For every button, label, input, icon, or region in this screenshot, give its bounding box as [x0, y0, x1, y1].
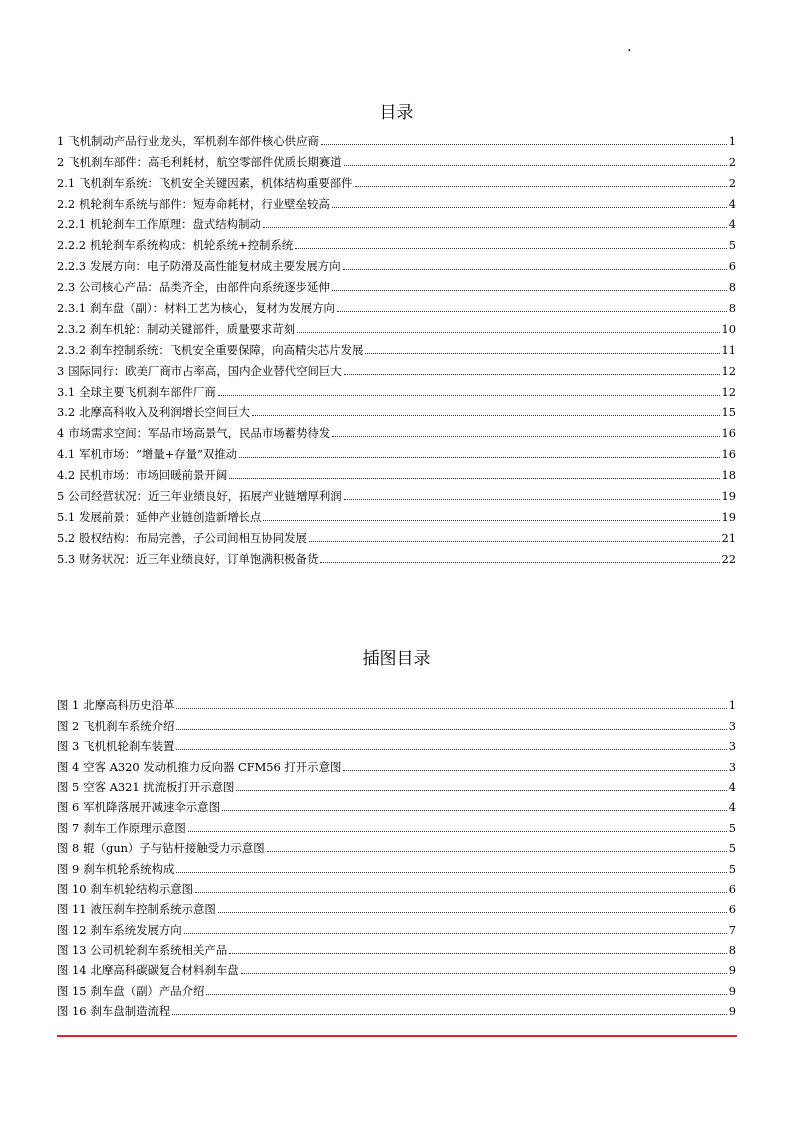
figure-entry-title: 飞机机轮刹车装置 — [83, 739, 175, 754]
figure-entry[interactable] — [57, 753, 736, 773]
toc-entry-title: 军机市场：“增量+存量”双推动 — [79, 447, 238, 462]
figure-entry-title: 空客 A320 发动机推力反向器 CFM56 打开示意图 — [83, 759, 342, 774]
figure-entry-number: 图 7 — [57, 820, 80, 835]
toc-entry[interactable] — [57, 148, 736, 169]
toc-leader-dots — [239, 457, 719, 458]
toc-entry-page: 8 — [728, 280, 736, 295]
toc-entry[interactable] — [57, 211, 736, 232]
figure-entry-page: 8 — [728, 943, 736, 958]
figure-list-title: 插图目录 — [362, 649, 431, 669]
toc-entry[interactable] — [57, 231, 736, 252]
figure-entry-page: 9 — [728, 1004, 736, 1019]
toc-entry[interactable] — [57, 399, 736, 420]
figure-entry-number: 图 5 — [57, 779, 80, 794]
figure-entry[interactable] — [57, 712, 736, 732]
toc-leader-dots — [263, 520, 719, 521]
figure-entry-title: 北摩高科历史沿革 — [83, 698, 175, 713]
toc-entry-number: 2 — [57, 154, 65, 169]
figure-entry-number: 图 8 — [57, 841, 80, 856]
toc-entry-title: 刹车控制系统：飞机安全重要保障，向高精尖芯片发展 — [89, 342, 364, 357]
toc-leader-dots — [176, 749, 726, 750]
toc-entry-number: 2.3.2 — [57, 321, 86, 336]
toc-entry-title: 刹车机轮：制动关键部件，质量要求苛刻 — [89, 321, 296, 336]
toc-leader-dots — [176, 708, 726, 709]
figure-entry-number: 图 3 — [57, 739, 80, 754]
toc-entry-page: 4 — [728, 217, 736, 232]
toc-entry-page: 19 — [721, 489, 736, 504]
figure-entry[interactable] — [57, 957, 736, 977]
toc-leader-dots — [344, 499, 720, 500]
figure-entry-number: 图 16 — [57, 1004, 87, 1019]
toc-entry-page: 16 — [721, 447, 736, 462]
toc-entry[interactable] — [57, 419, 736, 440]
toc-entry-page: 22 — [721, 551, 736, 566]
toc-title: 目录 — [379, 103, 414, 123]
toc-leader-dots — [236, 790, 726, 791]
toc-entry-title: 机轮刹车系统构成：机轮系统+控制系统 — [89, 238, 294, 253]
figure-entry[interactable] — [57, 876, 736, 896]
toc-leader-dots — [241, 973, 727, 974]
toc-entry[interactable] — [57, 252, 736, 273]
toc-entry-title: 北摩高科收入及利润增长空间巨大 — [79, 405, 250, 420]
toc-leader-dots — [332, 290, 727, 291]
figure-entry-title: 刹车盘制造流程 — [90, 1004, 171, 1019]
toc-leader-dots — [321, 144, 727, 145]
figure-entry[interactable] — [57, 896, 736, 916]
figure-entry-number: 图 2 — [57, 718, 80, 733]
toc-entry-title: 飞机刹车系统：飞机安全关键因素，机体结构重要部件 — [79, 175, 353, 190]
figure-entry-title: 刹车机轮系统构成 — [83, 861, 175, 876]
figure-entry-number: 图 6 — [57, 800, 80, 815]
toc-entry-number: 3 — [57, 363, 65, 378]
toc-leader-dots — [332, 207, 727, 208]
figure-entry-number: 图 1 — [57, 698, 80, 713]
toc-leader-dots — [332, 436, 719, 437]
toc-entry-page: 2 — [728, 175, 736, 190]
figure-entry-title: 液压刹车控制系统示意图 — [90, 902, 216, 917]
toc-leader-dots — [320, 562, 719, 563]
toc-entry-title: 刹车盘（副）：材料工艺为核心，复材为发展方向 — [89, 301, 335, 316]
figure-entry-number: 图 14 — [57, 963, 87, 978]
toc-entry-number: 2.2.3 — [57, 259, 86, 274]
figure-entry-page: 5 — [728, 841, 736, 856]
figure-entry-page: 9 — [728, 963, 736, 978]
toc-entry-title: 发展前景：延伸产业链创造新增长点 — [79, 509, 262, 524]
figure-entry-title: 刹车机轮结构示意图 — [90, 881, 194, 896]
toc-list — [57, 127, 736, 566]
toc-leader-dots — [297, 332, 719, 333]
figure-entry-title: 刹车系统发展方向 — [90, 922, 182, 937]
toc-entry-title: 股权结构：布局完善，子公司间相互协同发展 — [79, 530, 307, 545]
toc-entry-number: 2.3.1 — [57, 301, 86, 316]
figure-entry-page: 4 — [728, 779, 736, 794]
toc-entry-title: 国际同行：欧美厂商市占率高，国内企业替代空间巨大 — [68, 363, 342, 378]
toc-leader-dots — [222, 810, 727, 811]
figure-entry-title: 公司机轮刹车系统相关产品 — [90, 943, 228, 958]
toc-entry-page: 2 — [728, 154, 736, 169]
header-dot-mark: · — [627, 43, 632, 59]
toc-leader-dots — [218, 912, 727, 913]
toc-entry-number: 3.2 — [57, 405, 76, 420]
figure-entry-page: 4 — [728, 800, 736, 815]
toc-entry[interactable] — [57, 190, 736, 211]
figure-entry[interactable] — [57, 733, 736, 753]
toc-entry-number: 2.2.2 — [57, 238, 86, 253]
toc-entry-number: 2.1 — [57, 175, 76, 190]
figure-entry-title: 军机降落展开减速伞示意图 — [83, 800, 220, 815]
figure-entry-number: 图 11 — [57, 902, 87, 917]
figure-entry-page: 5 — [728, 861, 736, 876]
toc-entry-number: 1 — [57, 133, 65, 148]
toc-entry[interactable] — [57, 169, 736, 190]
toc-entry[interactable] — [57, 357, 736, 378]
toc-entry-number: 2.3.2 — [57, 342, 86, 357]
toc-entry[interactable] — [57, 482, 736, 503]
toc-entry[interactable] — [57, 315, 736, 336]
toc-leader-dots — [229, 478, 719, 479]
toc-entry-title: 公司核心产品：品类齐全，由部件向系统逐步延伸 — [79, 280, 330, 295]
toc-entry-page: 15 — [721, 405, 736, 420]
figure-entry-page: 5 — [728, 820, 736, 835]
toc-entry[interactable] — [57, 545, 736, 566]
toc-entry[interactable] — [57, 440, 736, 461]
toc-entry-title: 公司经营状况：近三年业绩良好，拓展产业链增厚利润 — [68, 489, 342, 504]
toc-leader-dots — [176, 872, 726, 873]
figure-entry-page: 3 — [728, 739, 736, 754]
toc-leader-dots — [229, 953, 727, 954]
figure-entry[interactable] — [57, 916, 736, 936]
figure-entry-number: 图 13 — [57, 943, 87, 958]
toc-entry-number: 4.2 — [57, 468, 76, 483]
toc-leader-dots — [263, 227, 727, 228]
toc-entry-title: 市场需求空间：军品市场高景气，民品市场蓄势待发 — [68, 426, 331, 441]
toc-entry-number: 4.1 — [57, 447, 76, 462]
toc-entry-number: 5.3 — [57, 551, 76, 566]
toc-entry-title: 全球主要飞机刹车部件厂商 — [79, 384, 216, 399]
toc-entry-title: 财务状况：近三年业绩良好，订单饱满积极备货 — [79, 551, 319, 566]
toc-entry-page: 11 — [721, 342, 736, 357]
figure-entry-number: 图 12 — [57, 922, 87, 937]
toc-leader-dots — [172, 1014, 726, 1015]
figure-entry-page: 6 — [728, 902, 736, 917]
figure-entry-page: 3 — [728, 718, 736, 733]
toc-entry[interactable] — [57, 378, 736, 399]
toc-entry-number: 5.1 — [57, 509, 76, 524]
figure-entry[interactable] — [57, 814, 736, 834]
figure-entry[interactable] — [57, 835, 736, 855]
toc-entry-title: 飞机刹车部件：高毛利耗材，航空零部件优质长期赛道 — [68, 154, 342, 169]
toc-leader-dots — [184, 933, 727, 934]
toc-leader-dots — [295, 248, 727, 249]
toc-entry-number: 3.1 — [57, 384, 76, 399]
figure-entry-title: 飞机刹车系统介绍 — [83, 718, 175, 733]
figure-entry-page: 6 — [728, 881, 736, 896]
toc-leader-dots — [343, 269, 727, 270]
figure-entry-page: 3 — [728, 759, 736, 774]
figure-entry-title: 空客 A321 扰流板打开示意图 — [83, 779, 235, 794]
toc-leader-dots — [267, 851, 727, 852]
figure-entry-number: 图 4 — [57, 759, 80, 774]
toc-leader-dots — [343, 770, 726, 771]
toc-entry[interactable] — [57, 273, 736, 294]
figure-entry[interactable] — [57, 794, 736, 814]
toc-entry-title: 机轮刹车工作原理：盘式结构制动 — [89, 217, 261, 232]
toc-entry-number: 5.2 — [57, 530, 76, 545]
figure-entry-page: 9 — [728, 983, 736, 998]
figure-entry-title: 辊（gun）子与钻杆接触受力示意图 — [83, 841, 265, 856]
toc-entry[interactable] — [57, 336, 736, 357]
toc-leader-dots — [176, 729, 726, 730]
figure-entry[interactable] — [57, 855, 736, 875]
toc-entry-title: 民机市场：市场回暖前景开阔 — [79, 468, 228, 483]
toc-leader-dots — [344, 374, 720, 375]
toc-entry-page: 10 — [721, 321, 736, 336]
toc-entry-number: 2.2 — [57, 196, 76, 211]
toc-entry-title: 发展方向：电子防滑及高性能复材成主要发展方向 — [89, 259, 341, 274]
toc-entry-page: 18 — [721, 468, 736, 483]
toc-leader-dots — [337, 311, 727, 312]
figure-entry-number: 图 10 — [57, 881, 87, 896]
toc-entry-page: 12 — [721, 384, 736, 399]
toc-entry-title: 飞机制动产品行业龙头，军机刹车部件核心供应商 — [68, 133, 319, 148]
toc-leader-dots — [309, 541, 720, 542]
figure-entry[interactable] — [57, 998, 736, 1018]
toc-entry-number: 2.3 — [57, 280, 76, 295]
figure-entry[interactable] — [57, 977, 736, 997]
toc-entry[interactable] — [57, 461, 736, 482]
toc-entry[interactable] — [57, 503, 736, 524]
toc-entry-page: 16 — [721, 426, 736, 441]
figure-entry-page: 7 — [728, 922, 736, 937]
toc-leader-dots — [218, 395, 720, 396]
figure-entry[interactable] — [57, 774, 736, 794]
figure-entry-number: 图 15 — [57, 983, 87, 998]
figure-entry[interactable] — [57, 692, 736, 712]
toc-entry-number: 5 — [57, 489, 65, 504]
toc-entry[interactable] — [57, 294, 736, 315]
toc-entry-page: 12 — [721, 363, 736, 378]
toc-entry[interactable] — [57, 524, 736, 545]
figure-entry-page: 1 — [728, 698, 736, 713]
toc-entry-page: 19 — [721, 509, 736, 524]
toc-entry-title: 机轮刹车系统与部件：短寿命耗材，行业壁垒较高 — [79, 196, 330, 211]
toc-entry-number: 4 — [57, 426, 65, 441]
figure-entry[interactable] — [57, 937, 736, 957]
toc-entry-page: 5 — [728, 238, 736, 253]
figure-entry-title: 刹车盘（副）产品介绍 — [90, 983, 205, 998]
figure-entry-title: 北摩高科碳碳复合材料刹车盘 — [90, 963, 239, 978]
toc-leader-dots — [195, 892, 727, 893]
footer-divider — [57, 1035, 737, 1037]
toc-entry-page: 6 — [728, 259, 736, 274]
figure-entry-title: 刹车工作原理示意图 — [83, 820, 186, 835]
toc-leader-dots — [188, 831, 727, 832]
toc-entry-page: 1 — [728, 133, 736, 148]
toc-leader-dots — [206, 994, 726, 995]
toc-entry-page: 21 — [721, 530, 736, 545]
toc-entry[interactable] — [57, 127, 736, 148]
toc-entry-page: 8 — [728, 301, 736, 316]
figure-entry-number: 图 9 — [57, 861, 80, 876]
toc-leader-dots — [365, 353, 719, 354]
toc-leader-dots — [344, 165, 727, 166]
toc-leader-dots — [252, 415, 720, 416]
toc-leader-dots — [355, 186, 727, 187]
toc-entry-page: 4 — [728, 196, 736, 211]
toc-entry-number: 2.2.1 — [57, 217, 86, 232]
figure-list — [57, 692, 736, 1018]
